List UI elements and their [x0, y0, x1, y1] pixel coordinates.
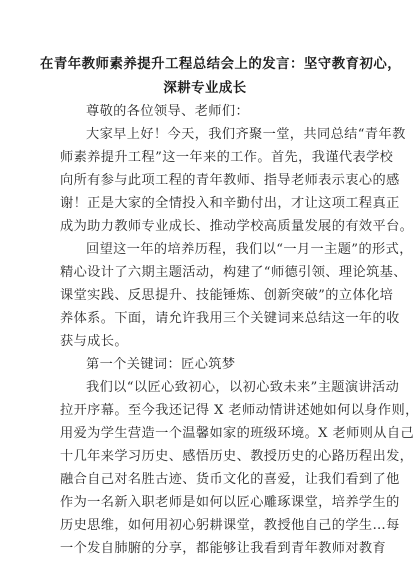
- paragraph-line: 历史思维，如何用初心躬耕课堂，教授他自己的学生…每: [60, 518, 400, 533]
- document-title-line-1: 在青年教师素养提升工程总结会上的发言：坚守教育初心，: [40, 56, 402, 72]
- paragraph-line: 融合自己对名胜古迹、货币文化的喜爱，让我们看到了他: [60, 472, 400, 487]
- paragraph-line: 作为一名新入职老师是如何以匠心雕琢课堂，培养学生的: [60, 495, 400, 510]
- paragraph-line: 一个发自肺腑的分享，都能够让我看到青年教师对教育: [60, 541, 387, 556]
- paragraph-line: 拉开序幕。至今我还记得 X 老师动情讲述她如何以身作则，: [60, 403, 419, 418]
- paragraph-line: 谢！正是大家的全情投入和辛勤付出，才让这项工程真正: [60, 196, 400, 211]
- paragraph-line: 十几年来学习历史、感悟历史、教授历史的心路历程出发，: [60, 449, 414, 464]
- section-heading: 第一个关键词：匠心筑梦: [86, 357, 236, 372]
- paragraph-line: 大家早上好！今天，我们齐聚一堂，共同总结“青年教: [86, 127, 406, 142]
- paragraph-line: 向所有参与此项工程的青年教师、指导老师表示衷心的感: [60, 173, 400, 188]
- paragraph-line: 成为助力教师专业成长、推动学校高质量发展的有效平台。: [60, 219, 414, 234]
- paragraph-line: 回望这一年的培养历程，我们以“一月一主题”的形式，: [86, 242, 413, 257]
- paragraph-line: 我们以“以匠心致初心，以初心致未来”主题演讲活动: [86, 380, 400, 395]
- paragraph-line: 课堂实践、反思提升、技能锤炼、创新突破”的立体化培: [60, 288, 394, 303]
- paragraph-line: 精心设计了六期主题活动，构建了“师德引领、理论筑基、: [60, 265, 407, 280]
- salutation: 尊敬的各位领导、老师们：: [86, 104, 250, 119]
- paragraph-line: 养体系。下面，请允许我用三个关键词来总结这一年的收: [60, 311, 400, 326]
- document-title-line-2: 深耕专业成长: [163, 80, 247, 96]
- paragraph-line: 师素养提升工程”这一年来的工作。首先，我谨代表学校: [60, 150, 394, 165]
- paragraph-line: 获与成长。: [60, 334, 128, 349]
- paragraph-line: 用爱为学生营造一个温馨如家的班级环境。X 老师则从自己: [60, 426, 415, 441]
